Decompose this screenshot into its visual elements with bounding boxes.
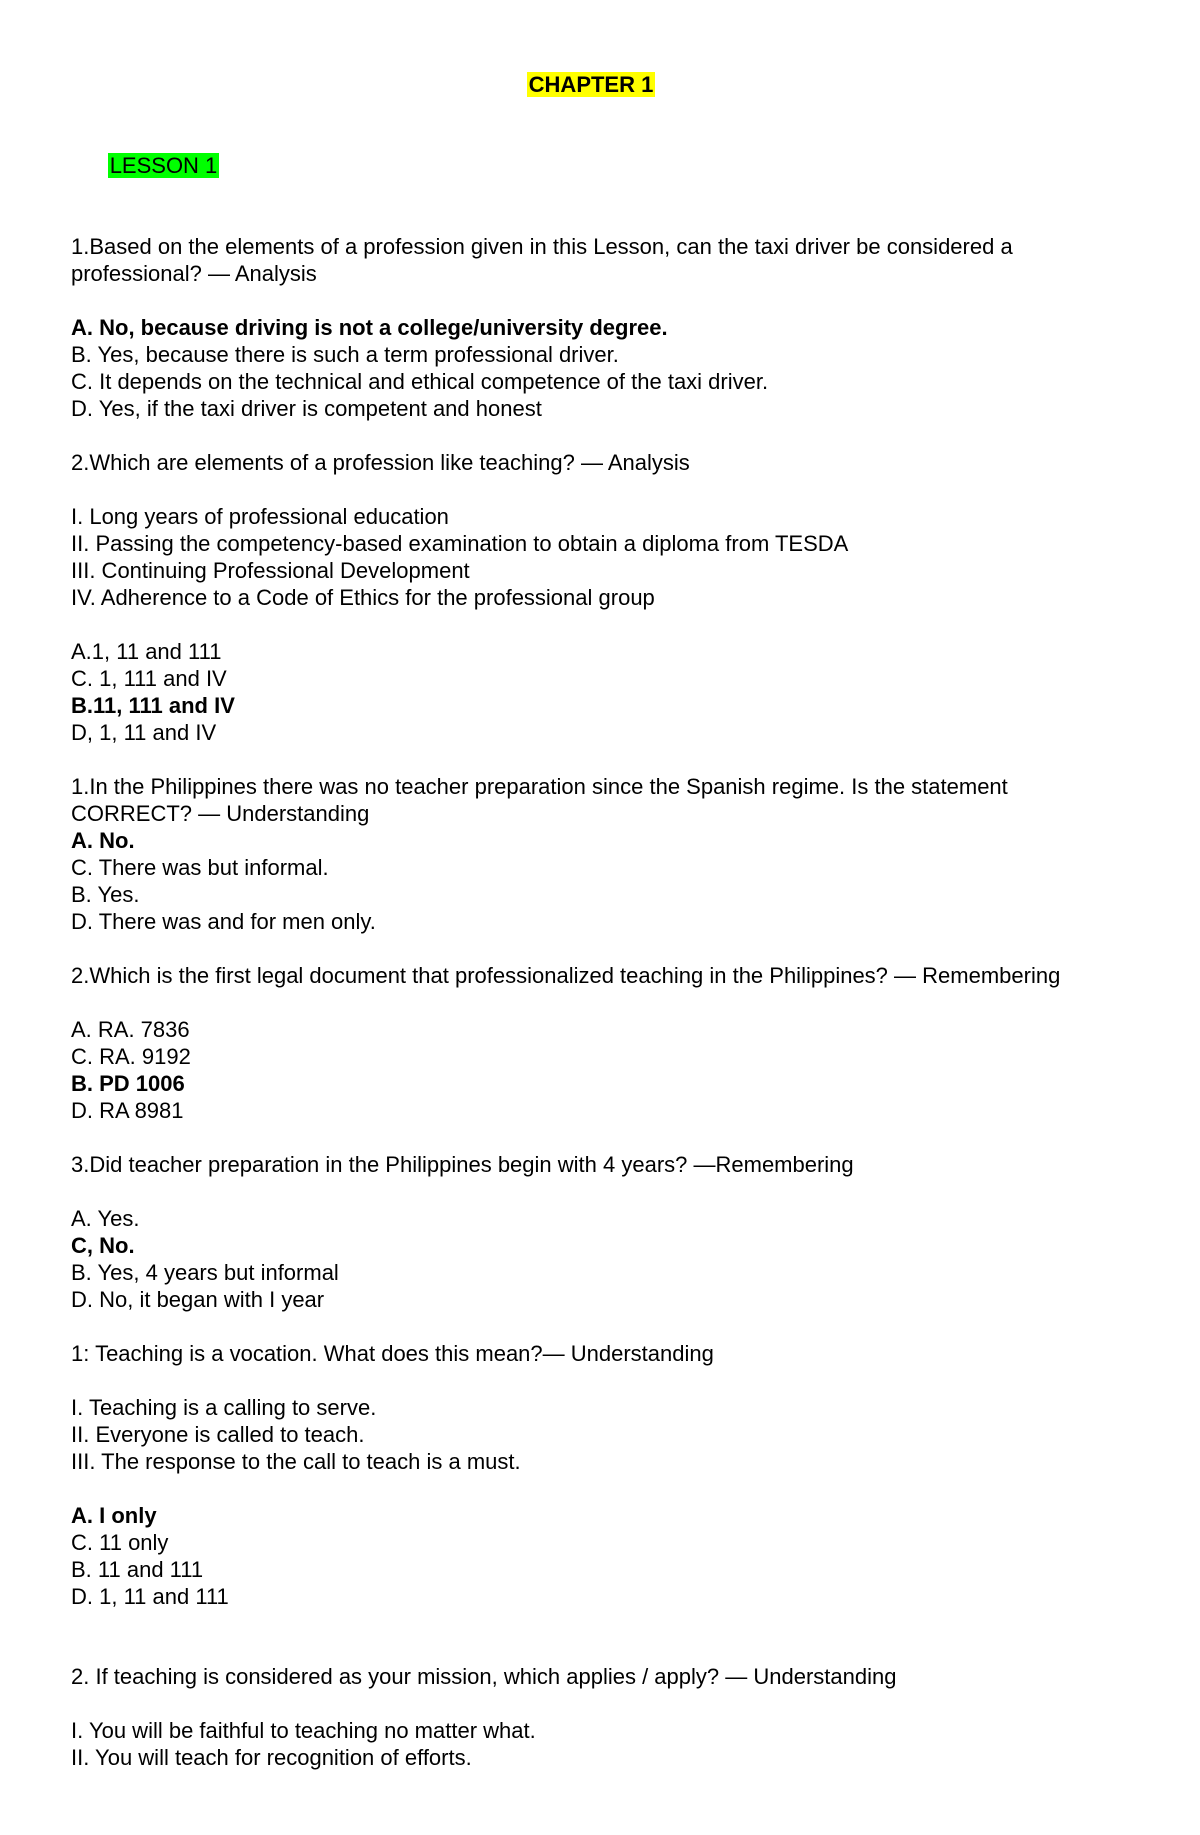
answer-choice: B. Yes. [71,882,140,907]
answer-choice: A. Yes. [71,1206,140,1231]
answer-choice-correct: B.11, 111 and IV [71,693,235,718]
answer-choice: D. No, it began with I year [71,1287,325,1312]
chapter-heading [71,71,1111,98]
chapter-title: CHAPTER 1 [528,72,654,97]
answer-choice: B. Yes, 4 years but informal [71,1260,339,1285]
statement-item: II. Passing the competency-based examination to obtain a diploma from TESDA [71,531,849,556]
answer-choice: A.1, 11 and 111 [71,639,222,664]
answer-choice: C. It depends on the technical and ethical competence of the taxi driver. [71,369,769,394]
answer-choice: A. RA. 7836 [71,1017,190,1042]
lesson-heading [71,125,1111,206]
answer-choice-correct: C, No. [71,1233,135,1258]
question-stem: 2. If teaching is considered as your mission, which applies / apply? — Understanding [71,1664,897,1689]
answer-choice-correct: A. I only [71,1503,157,1528]
lesson-title: LESSON 1 [109,153,218,178]
question-stem: 2.Which are elements of a profession like teaching? — Analysis [71,450,690,475]
document-body [71,71,1111,1771]
answer-choice: C. 1, 111 and IV [71,666,227,691]
question-stem: 2.Which is the first legal document that professionalized teaching in the Philippines? — Remembering [71,963,1061,988]
answer-choice: D. There was and for men only. [71,909,376,934]
answer-choice: D. Yes, if the taxi driver is competent and honest [71,396,542,421]
statement-item: I. Long years of professional education [71,504,449,529]
question-stem: 1.Based on the elements of a profession given in this Lesson, can the taxi driver be considered a professional? — Analysis [71,234,1019,286]
statement-item: IV. Adherence to a Code of Ethics for the professional group [71,585,655,610]
answer-choice-correct: B. PD 1006 [71,1071,185,1096]
statement-item: III. Continuing Professional Development [71,558,470,583]
answer-choice: C. RA. 9192 [71,1044,191,1069]
answer-choice: D. 1, 11 and 111 [71,1584,229,1609]
answer-choice: B. 11 and 111 [71,1557,204,1582]
statement-item: II. Everyone is called to teach. [71,1422,365,1447]
question-stem: 1: Teaching is a vocation. What does this mean?— Understanding [71,1341,714,1366]
answer-choice: B. Yes, because there is such a term professional driver. [71,342,619,367]
answer-choice-correct: A. No. [71,828,135,853]
statement-item: I. Teaching is a calling to serve. [71,1395,377,1420]
answer-choice: D, 1, 11 and IV [71,720,217,745]
question-stem: 1.In the Philippines there was no teacher preparation since the Spanish regime. Is the statement CORRECT? — Understanding [71,774,1014,826]
statement-item: II. You will teach for recognition of efforts. [71,1745,472,1770]
answer-choice-correct: A. No, because driving is not a college/university degree. [71,315,668,340]
statement-item: I. You will be faithful to teaching no matter what. [71,1718,536,1743]
question-stem: 3.Did teacher preparation in the Philippines begin with 4 years? —Remembering [71,1152,854,1177]
answer-choice: D. RA 8981 [71,1098,184,1123]
answer-choice: C. There was but informal. [71,855,329,880]
answer-choice: C. 11 only [71,1530,169,1555]
statement-item: III. The response to the call to teach is a must. [71,1449,521,1474]
